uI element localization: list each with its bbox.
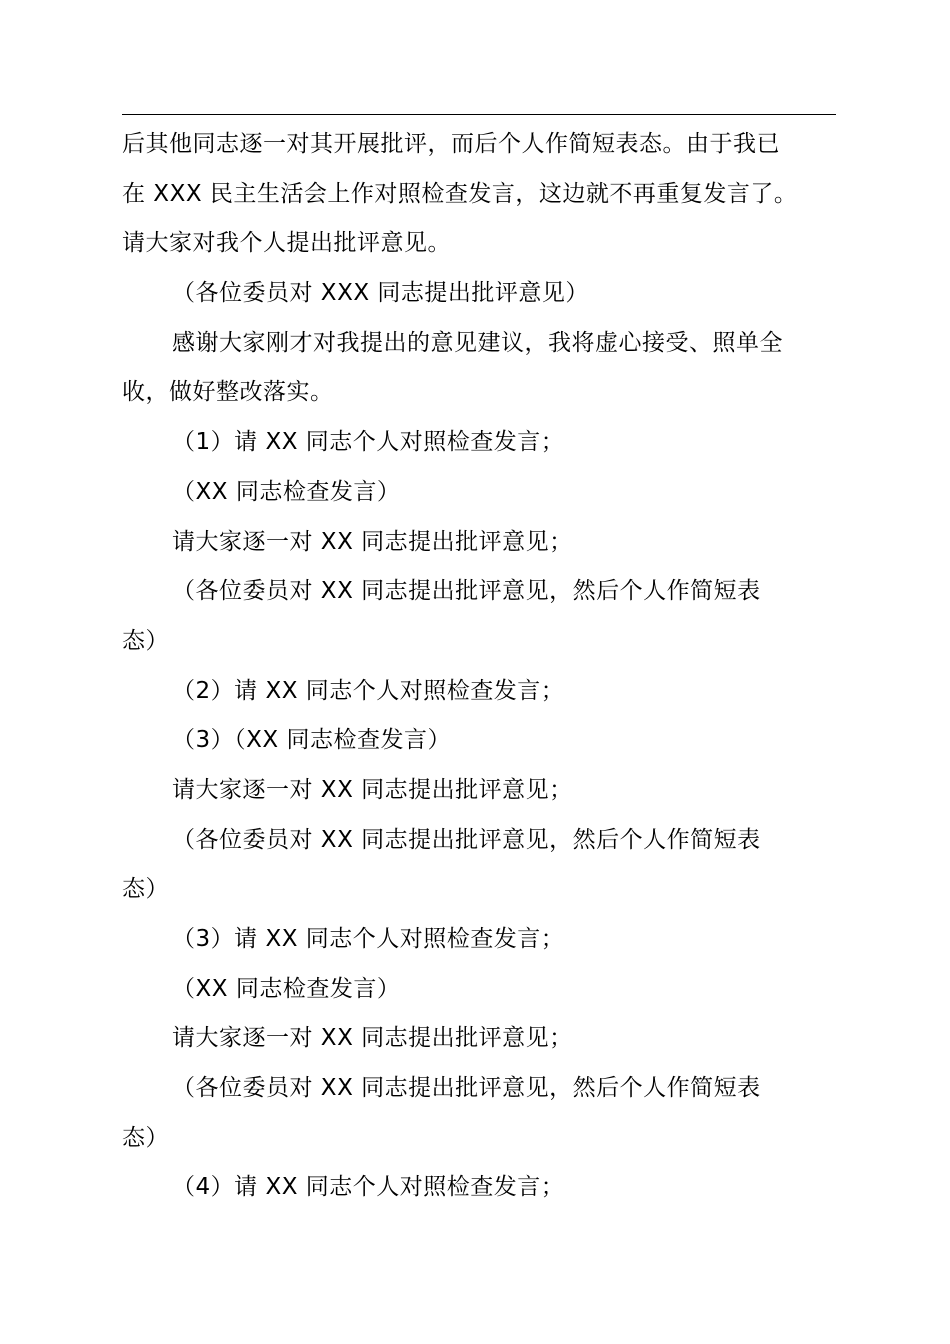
text-line: 态） xyxy=(122,1124,169,1151)
text-line: 态） xyxy=(122,627,169,654)
text-line: （4）请 XX 同志个人对照检查发言； xyxy=(172,1174,565,1201)
text-line: （各位委员对 XX 同志提出批评意见，然后个人作简短表 xyxy=(172,826,761,853)
text-line: 请大家逐一对 XX 同志提出批评意见； xyxy=(172,528,573,555)
text-line: 态） xyxy=(122,876,169,903)
text-line: 在 XXX 民主生活会上作对照检查发言，这边就不再重复发言了。 xyxy=(122,180,798,207)
text-line: （3）（XX 同志检查发言） xyxy=(172,727,451,754)
text-line: （各位委员对 XXX 同志提出批评意见） xyxy=(172,280,589,307)
text-line: （各位委员对 XX 同志提出批评意见，然后个人作简短表 xyxy=(172,578,761,605)
text-line: （XX 同志检查发言） xyxy=(172,975,401,1002)
text-line: 收，做好整改落实。 xyxy=(122,379,334,406)
text-line: 请大家逐一对 XX 同志提出批评意见； xyxy=(172,776,573,803)
text-line: 感谢大家刚才对我提出的意见建议，我将虚心接受、照单全 xyxy=(172,329,783,356)
document-body xyxy=(122,120,862,1213)
text-line: 后其他同志逐一对其开展批评，而后个人作简短表态。由于我已 xyxy=(122,131,780,157)
text-line: （3）请 XX 同志个人对照检查发言； xyxy=(172,926,565,952)
text-line: （XX 同志检查发言） xyxy=(172,478,401,505)
text-line: （各位委员对 XX 同志提出批评意见，然后个人作简短表 xyxy=(172,1075,761,1102)
text-line: （1）请 XX 同志个人对照检查发言； xyxy=(172,429,565,456)
text-line: （2）请 XX 同志个人对照检查发言； xyxy=(172,677,565,704)
header-rule xyxy=(122,114,836,115)
text-line: 请大家对我个人提出批评意见。 xyxy=(122,230,451,257)
text-line: 请大家逐一对 XX 同志提出批评意见； xyxy=(172,1025,573,1052)
